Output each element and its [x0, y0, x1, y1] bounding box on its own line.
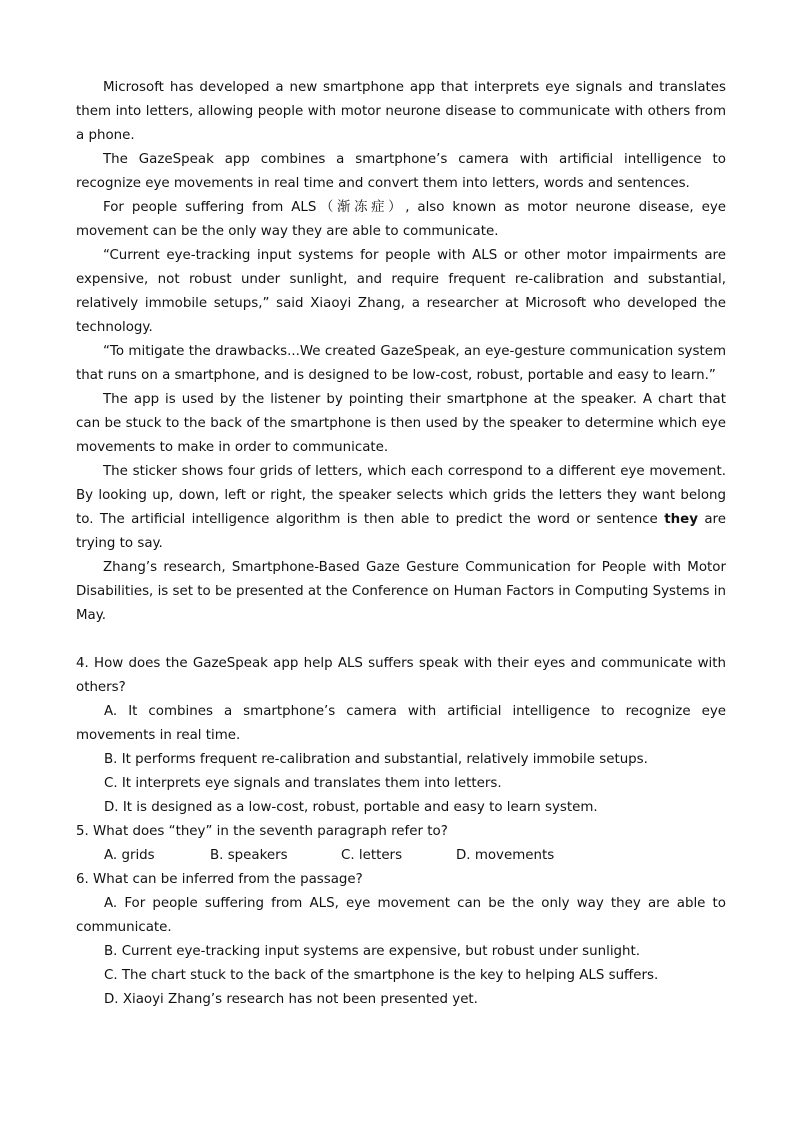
question-5-option-d: D. movements — [456, 848, 555, 863]
question-6-option-b: B. Current eye-tracking input systems are expensive, but robust under sunlight. — [104, 944, 641, 959]
question-6-option-d: D. Xiaoyi Zhang’s research has not been presented yet. — [104, 992, 478, 1007]
question-5-option-a: A. grids — [104, 848, 155, 863]
reading-passage — [76, 76, 726, 628]
paragraph-7-bold-word: they — [664, 512, 698, 527]
paragraph-8: Zhang’s research, Smartphone-Based Gaze Gesture Communication for People with Motor Disabilities, is set to be presented at the Conference on Human Factors in Computing Systems in May. — [76, 560, 726, 623]
question-6-stem: 6. What can be inferred from the passage? — [76, 872, 363, 887]
document-page — [76, 76, 726, 1012]
question-6 — [76, 868, 726, 1012]
question-5-stem: 5. What does “they” in the seventh paragraph refer to? — [76, 824, 448, 839]
paragraph-5: “To mitigate the drawbacks...We created GazeSpeak, an eye-gesture communication system that runs on a smartphone, and is designed to be low-cost, robust, portable and easy to learn.” — [76, 344, 726, 383]
paragraph-2: The GazeSpeak app combines a smartphone’s camera with artificial intelligence to recognize eye movements in real time and convert them into letters, words and sentences. — [76, 152, 726, 191]
paragraph-3: For people suffering from ALS（渐冻症）, also known as motor neurone disease, eye movement can be the only way they are able to communicate. — [76, 200, 726, 239]
question-4-option-b: B. It performs frequent re-calibration and substantial, relatively immobile setups. — [104, 752, 648, 767]
question-6-option-a: A. For people suffering from ALS, eye movement can be the only way they are able to communicate. — [76, 896, 726, 935]
question-5-options — [76, 844, 726, 868]
paragraph-1: Microsoft has developed a new smartphone app that interprets eye signals and translates them into letters, allowing people with motor neurone disease to communicate with others from a phone. — [76, 80, 726, 143]
question-6-option-c: C. The chart stuck to the back of the smartphone is the key to helping ALS suffers. — [104, 968, 659, 983]
question-5-option-c: C. letters — [341, 848, 403, 863]
paragraph-6: The app is used by the listener by pointing their smartphone at the speaker. A chart that can be stuck to the back of the smartphone is then used by the speaker to determine which eye movements to make in order to communicate. — [76, 392, 726, 455]
question-4 — [76, 652, 726, 820]
section-gap — [76, 628, 726, 652]
question-5 — [76, 820, 726, 868]
paragraph-7-text-after: are trying to say. — [76, 512, 726, 551]
question-4-stem: 4. How does the GazeSpeak app help ALS suffers speak with their eyes and communicate with others? — [76, 656, 726, 695]
question-4-option-d: D. It is designed as a low-cost, robust, portable and easy to learn system. — [104, 800, 598, 815]
question-4-option-c: C. It interprets eye signals and translates them into letters. — [104, 776, 502, 791]
paragraph-4: “Current eye-tracking input systems for people with ALS or other motor impairments are expensive, not robust under sunlight, and require frequent re-calibration and substantial, relatively immobile setups,” said Xiaoyi Zhang, a researcher at Microsoft who developed the technology. — [76, 248, 726, 335]
question-4-option-a: A. It combines a smartphone’s camera with artificial intelligence to recognize eye movements in real time. — [76, 704, 726, 743]
question-5-option-b: B. speakers — [210, 848, 288, 863]
paragraph-7 — [76, 460, 726, 556]
paragraph-7-text-before: The sticker shows four grids of letters, which each correspond to a different eye movement. By looking up, down, left or right, the speaker selects which grids the letters they want belong to. The artificial intelligence algorithm is then able to predict the word or sentence — [76, 464, 726, 527]
